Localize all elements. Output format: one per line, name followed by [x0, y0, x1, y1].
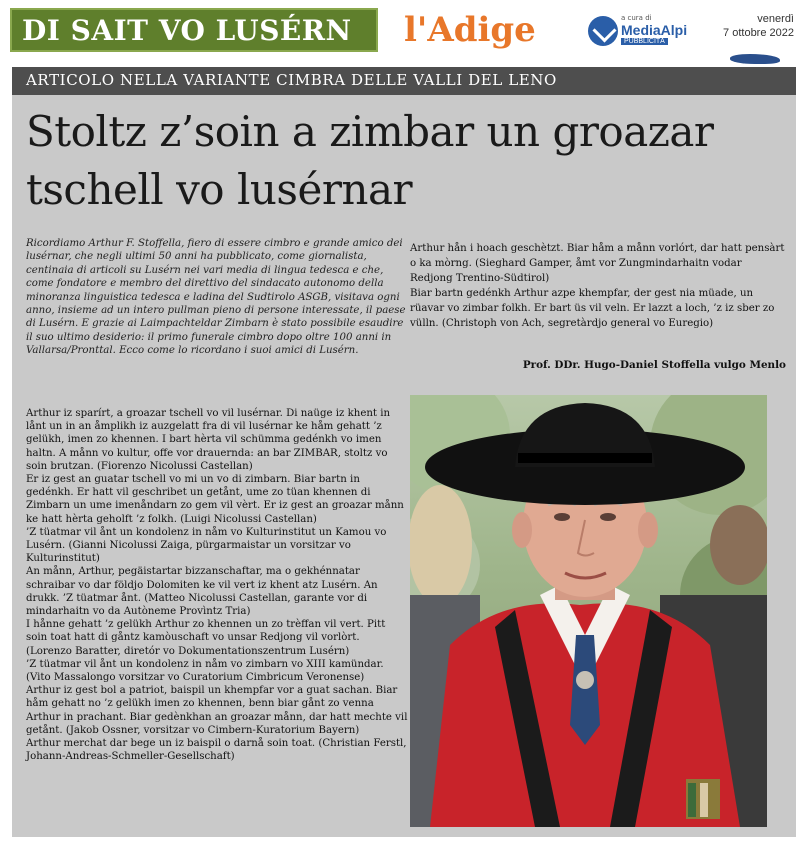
sponsor-name: MediaAlpi	[621, 22, 688, 38]
mediaalpi-icon	[588, 16, 618, 46]
article-byline: Prof. DDr. Hugo-Daniel Stoffella vulgo Menlo	[522, 359, 786, 371]
body-paragraph: I hånne gehatt ’z gelükh Arthur zo khennen un zo trèffan vil vert. Pitt soin toat hatt di gåntz kamòuschaft vo unsar Redjong vil vorlòrt. (Lorenzo Baratter, diretór vo Dokumentationszentrum Lusérn)	[26, 619, 386, 657]
section-title: DI SAIT VO LUSÉRN	[22, 14, 352, 47]
body-paragraph: Arthur iz gest bol a patriot, baispil un khempfar vor a guat sachan. Biar håm gehatt no ’z gelükh imen zo khennen, benn biar gånt zo venna Arthur in prachant. Biar gedènkhan an groazar månn, dar hatt mechte vil getånt. (Jakob Ossner, vorsitzar vo Cimbern-Kuratorium Bayern)	[26, 685, 408, 736]
body-paragraph: ’Z tüatmar vil ånt un kondolenz in nåm vo Kulturinstitut un Kamou vo Lusérn. (Gianni Nicolussi Zaiga, pürgarmaistar un vorsitzar vo Kulturinstitut)	[26, 526, 387, 565]
portrait-illustration	[410, 395, 767, 827]
body-paragraph: ’Z tüatmar vil ånt un kondolenz in nåm vo zimbarn vo XIII kamündar. (Vito Massalongo vorsitzar vo Curatorium Cimbricum Veronense)	[26, 658, 384, 684]
body-paragraph: An månn, Arthur, pegäistartar bizzanschaftar, ma o gekhénnatar schraibar vo dar földjo Dolomiten ke vil vert iz khent atz Lusérn. An drukk. ’Z tüatmar ånt. (Matteo Nicolussi Castellan, garante vor di mindarhaitn vo da Autòneme Provìntz Tria)	[26, 566, 378, 618]
masthead	[10, 8, 800, 60]
body-paragraph: Arthur merchat dar bege un iz baispil o darnå soin toat. (Christian Ferstl, Johann-Andreas-Schmeller-Gesellschaft)	[26, 738, 407, 763]
article-body-right	[410, 241, 786, 331]
article-kicker	[12, 67, 796, 95]
body-paragraph: Er iz gest an guatar tschell vo mi un vo di zimbarn. Biar bartn in gedénkh. Er hatt vil geschribet un getånt, ume zo tüan khennen di Zimbarn un ume imenåndarn zo gem vil vèrt. Er iz gest an groazar månn ke hatt hèrta geholft ’z folkh. (Luigi Nicolussi Castellan)	[26, 474, 404, 525]
sponsor-sub: PUBBLICITÀ	[621, 38, 668, 45]
body-paragraph: Arthur iz sparírt, a groazar tschell vo vil lusérnar. Di naüge iz khent in lånt un in an åmplikh iz auzgelatt fra di vil lusérnar ke håm gehatt ’z gelükh, imen zo khennen. I bart hèrta vil schümma gedénkh vo imen haltn. A månn vo kultur, offe vor drauernda: an bar ZIMBAR, stoltz vo soin brutzan. (Fiorenzo Nicolussi Castellan)	[26, 408, 391, 472]
article-body-left	[26, 407, 408, 763]
body-paragraph: Arthur hån i hoach geschètzt. Biar håm a månn vorlórt, dar hatt pensàrt o ka mòrng. (Sieghard Gamper, åmt vor Zungmindarhaitn vodar Redjong Trentino-Südtirol)	[410, 243, 785, 284]
newspaper-logo: l'Adige	[404, 10, 536, 50]
issue-weekday: venerdì	[757, 13, 794, 25]
sponsor-logo	[588, 14, 688, 48]
section-banner	[10, 8, 378, 52]
sponsor-prefix: a cura di	[621, 14, 652, 22]
issue-date	[723, 12, 794, 40]
body-paragraph: Biar bartn gedénkh Arthur azpe khempfar, der gest nia müade, un rüavar vo zimbar folkh. Er bart üs vil veln. Er lazzt a loch, ’z iz sber zo vülln. (Christoph von Ach, segretàrdjo general vo Euregio)	[410, 288, 775, 329]
article-lead: Ricordiamo Arthur F. Stoffella, fiero di essere cimbro e grande amico dei lusérnar, che negli ultimi 50 anni ha pubblicato, come giornalista, centinaia di articoli su Lusérn nei vari media di lingua tedesca e che, come fondatore e membro del direttivo del sindacato autonomo della minoranza linguistica tedesca e ladina del Sudtirolo ASGB, visitava ogni anno, insieme ad un intero pullman pieno di persone interessate, il paese di Lusérn. E grazie ai Laimpachteldar Zimbarn è stato possibile esaudire il suo ultimo desiderio: il primo funerale cimbro dopo oltre 100 anni in Vallarsa/Pronttal. Ecco come lo ricordano i suoi amici di Lusérn.	[26, 238, 406, 357]
article	[12, 67, 796, 837]
portrait-photo	[410, 395, 767, 827]
article-headline: Stoltz z’soin a zimbar un groazar tschell vo lusérnar	[26, 107, 714, 214]
region-map-icon	[730, 54, 780, 64]
issue-date-text: 7 ottobre 2022	[723, 27, 794, 39]
kicker-text: ARTICOLO NELLA VARIANTE CIMBRA DELLE VALLI DEL LENO	[26, 71, 557, 89]
